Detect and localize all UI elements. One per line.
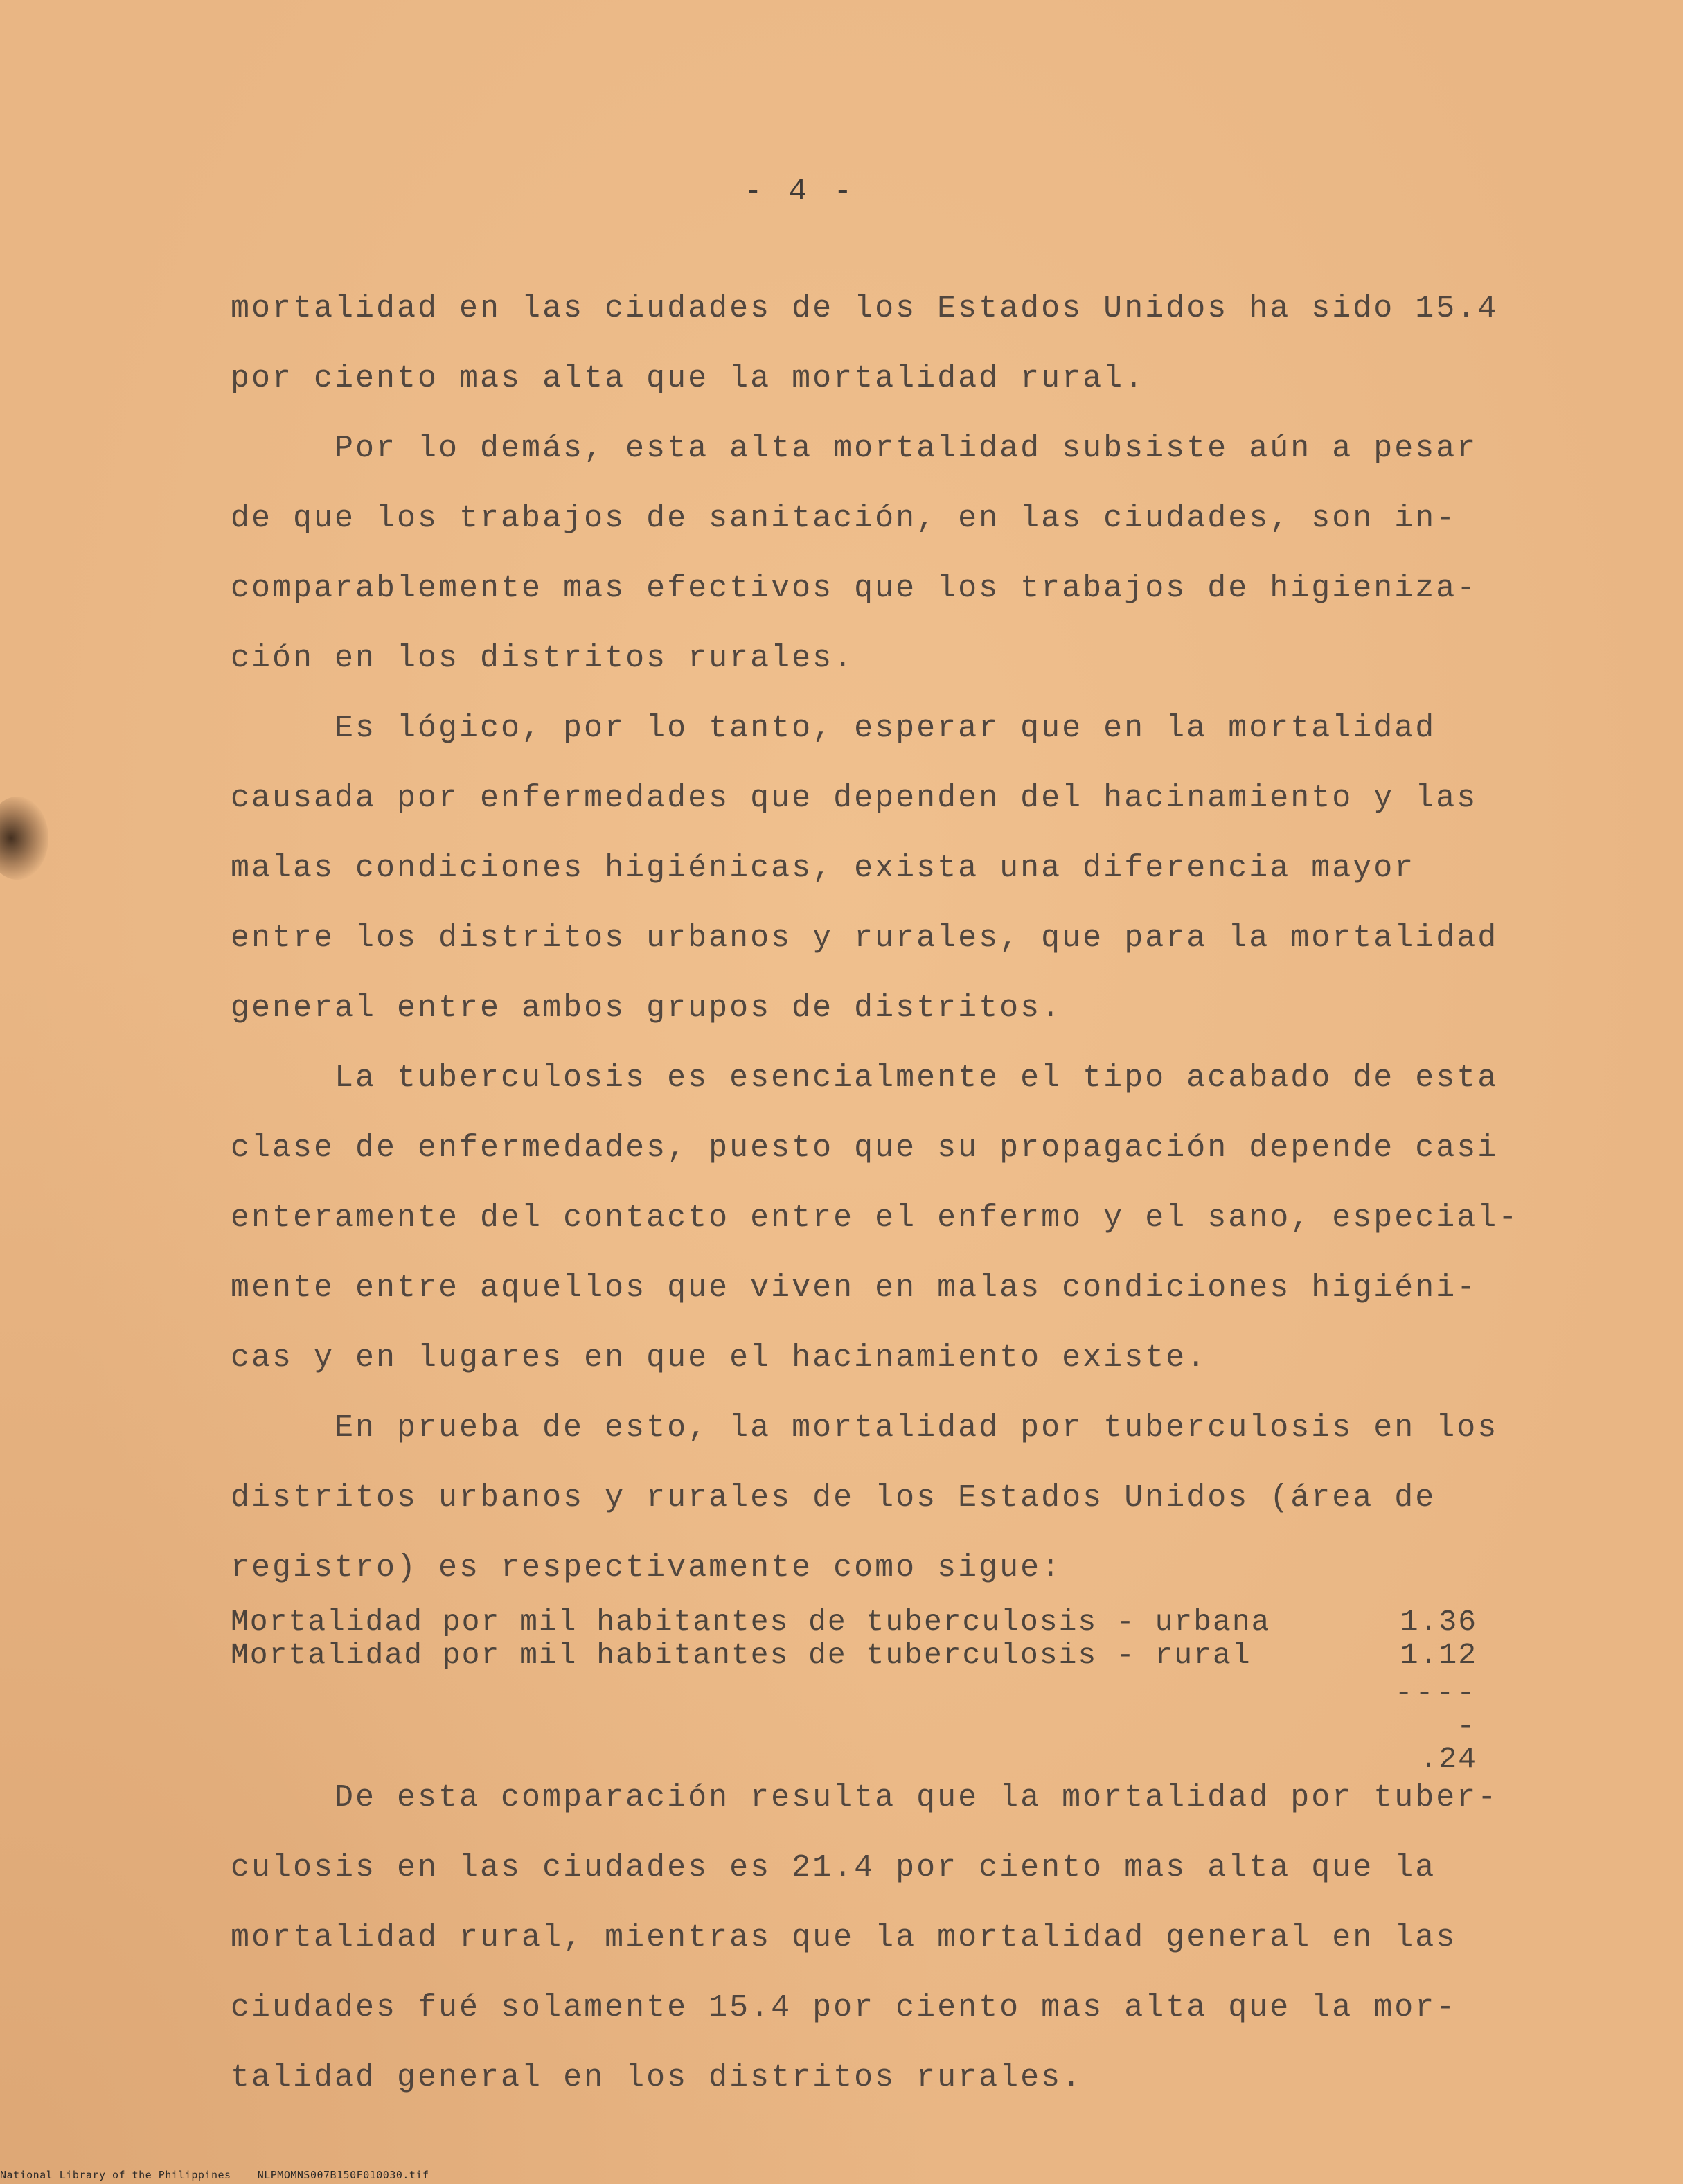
body-text-top (231, 274, 1533, 1603)
text-line: causada por enfermedades que dependen del hacinamiento y las (231, 781, 1478, 816)
row-label: Mortalidad por mil habitantes de tuberculosis - rural (231, 1638, 1252, 1672)
text-line: Es lógico, por lo tanto, esperar que en la mortalidad (335, 711, 1436, 746)
text-line: por ciento mas alta que la mortalidad rural. (231, 361, 1146, 396)
table-separator (231, 1676, 1477, 1743)
row-value: 1.12 (1400, 1638, 1477, 1672)
body-text-bottom (231, 1763, 1533, 2113)
text-line: De esta comparación resulta que la mortalidad por tuber- (335, 1780, 1499, 1815)
text-line: mortalidad rural, mientras que la mortalidad general en las (231, 1920, 1457, 1955)
text-line: enteramente del contacto entre el enfermo y el sano, especial- (231, 1200, 1520, 1236)
text-line: ciudades fué solamente 15.4 por ciento mas alta que la mor- (231, 1990, 1457, 2025)
text-line: registro) es respectivamente como sigue: (231, 1550, 1062, 1586)
text-line: Por lo demás, esta alta mortalidad subsiste aún a pesar (335, 431, 1478, 466)
text-line: distritos urbanos y rurales de los Estados Unidos (área de (231, 1480, 1436, 1516)
text-line: clase de enfermedades, puesto que su propagación depende casi (231, 1130, 1499, 1166)
row-label: Mortalidad por mil habitantes de tuberculosis - urbana (231, 1605, 1271, 1639)
text-line: malas condiciones higiénicas, exista una diferencia mayor (231, 851, 1416, 886)
text-line: En prueba de esto, la mortalidad por tuberculosis en los (335, 1410, 1499, 1446)
burn-mark-stain (0, 797, 48, 880)
archive-footer: National Library of the Philippines NLPMOMNS007B150F010030.tif (0, 2169, 429, 2181)
text-line: entre los distritos urbanos y rurales, que para la mortalidad (231, 921, 1499, 956)
text-line: general entre ambos grupos de distritos. (231, 991, 1062, 1026)
difference-value: .24 (1419, 1742, 1477, 1776)
text-line: de que los trabajos de sanitación, en las ciudades, son in- (231, 501, 1457, 536)
mortality-table (231, 1606, 1477, 1776)
text-line: ción en los distritos rurales. (231, 641, 855, 676)
page-number: - 4 - (743, 175, 857, 209)
text-line: La tuberculosis es esencialmente el tipo acabado de esta (335, 1060, 1499, 1096)
text-line: mortalidad en las ciudades de los Estados Unidos ha sido 15.4 (231, 291, 1499, 326)
text-line: talidad general en los distritos rurales. (231, 2060, 1083, 2095)
table-row (231, 1606, 1477, 1639)
table-row (231, 1639, 1477, 1672)
text-line: mente entre aquellos que viven en malas condiciones higiéni- (231, 1270, 1478, 1306)
row-value: 1.36 (1400, 1605, 1477, 1639)
text-line: comparablemente mas efectivos que los trabajos de higieniza- (231, 571, 1478, 606)
text-line: cas y en lugares en que el hacinamiento existe. (231, 1340, 1208, 1376)
text-line: culosis en las ciudades es 21.4 por ciento mas alta que la (231, 1850, 1436, 1885)
separator-dashes: ----- (1394, 1676, 1477, 1743)
